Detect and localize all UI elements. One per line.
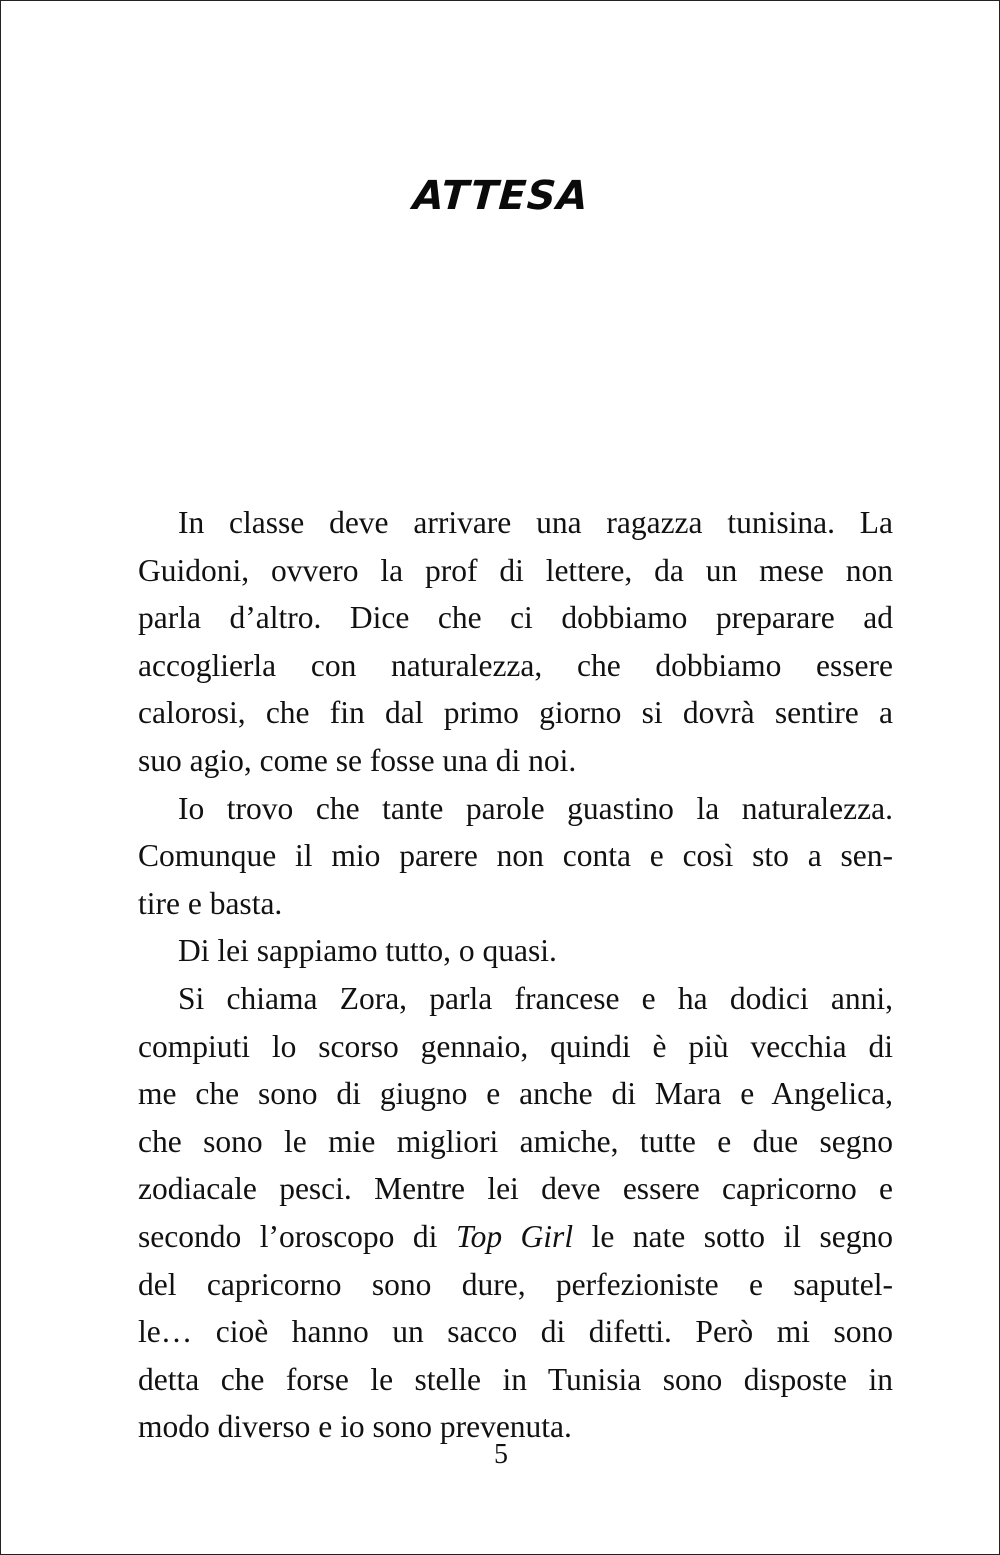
- text-line: Si chiama Zora, parla francese e ha dodici anni,: [178, 980, 893, 1016]
- text-line: zodiacale pesci. Mentre lei deve essere capricorno e: [138, 1171, 893, 1207]
- text-line: detta che forse le stelle in Tunisia sono disposte in: [138, 1361, 893, 1397]
- text-line: In classe deve arrivare una ragazza tunisina. La: [178, 505, 893, 540]
- text-segment: secondo l’oroscopo di: [138, 1218, 456, 1254]
- text-line: tire e basta.: [138, 885, 283, 921]
- text-line: calorosi, che fin dal primo giorno si dovrà sentire a: [138, 695, 893, 731]
- body-text: [138, 499, 893, 1451]
- text-line: suo agio, come se fosse una di noi.: [138, 742, 577, 778]
- text-line: compiuti lo scorso gennaio, quindi è più vecchia di: [138, 1028, 893, 1064]
- text-segment: le nate sotto il segno: [573, 1218, 894, 1254]
- text-line: Io trovo che tante parole guastino la naturalezza.: [178, 790, 893, 826]
- text-line: del capricorno sono dure, perfezioniste e saputel-: [138, 1266, 893, 1302]
- text-line: modo diverso e io sono prevenuta.: [138, 1409, 572, 1445]
- chapter-title: ATTESA: [411, 173, 591, 219]
- text-line: Guidoni, ovvero la prof di lettere, da un mese non: [138, 552, 893, 588]
- italic-title: Top Girl: [455, 1218, 574, 1254]
- text-line: parla d’altro. Dice che ci dobbiamo preparare ad: [138, 600, 893, 636]
- text-line: Di lei sappiamo tutto, o quasi.: [178, 933, 557, 969]
- page-number: 5: [494, 1439, 508, 1470]
- text-line: [138, 1213, 893, 1261]
- text-line: accoglierla con naturalezza, che dobbiamo essere: [138, 647, 893, 683]
- text-line: me che sono di giugno e anche di Mara e Angelica,: [138, 1076, 893, 1112]
- text-line: che sono le mie migliori amiche, tutte e due segno: [138, 1123, 893, 1159]
- text-line: Comunque il mio parere non conta e così sto a sen-: [138, 838, 893, 874]
- text-line: le… cioè hanno un sacco di difetti. Però mi sono: [138, 1314, 893, 1350]
